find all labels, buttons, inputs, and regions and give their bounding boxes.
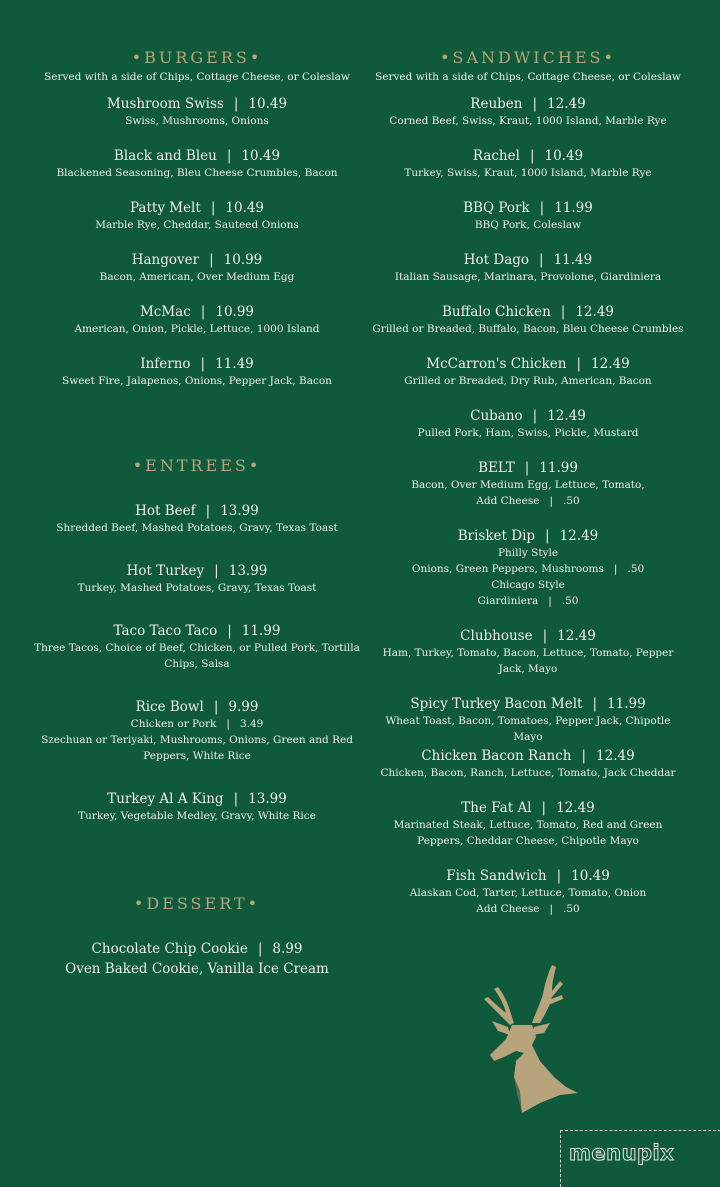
sandwich-item <box>368 407 688 441</box>
price-separator: | <box>257 941 263 957</box>
price-separator: | <box>227 623 232 639</box>
item-name: McMac <box>139 304 191 320</box>
style-label: Philly Style <box>497 547 559 559</box>
item-name: Taco Taco Taco <box>113 623 218 639</box>
item-description: Turkey, Swiss, Kraut, 1000 Island, Marble Rye <box>404 167 652 179</box>
style-label: Chicago Style <box>491 579 565 591</box>
item-description: Alaskan Cod, Tarter, Lettuce, Tomato, Onion <box>409 887 647 899</box>
item-description: Sweet Fire, Jalapenos, Onions, Pepper Jack, Bacon <box>62 375 332 387</box>
burgers-title: •BURGERS• <box>131 48 263 67</box>
item-name: Turkey Al A King <box>107 791 224 807</box>
price-separator: | <box>200 356 206 372</box>
item-description: Marble Rye, Cheddar, Sauteed Onions <box>95 219 299 231</box>
entree-item <box>30 622 364 672</box>
item-name: Mushroom Swiss <box>106 96 224 112</box>
item-description: Corned Beef, Swiss, Kraut, 1000 Island, Marble Rye <box>389 115 667 127</box>
item-description: BBQ Pork, Coleslaw <box>474 219 582 231</box>
price-separator: | <box>226 148 232 164</box>
item-price: 12.49 <box>559 528 599 544</box>
item-description: Three Tacos, Choice of Beef, Chicken, or Pulled Pork, Tortilla Chips, Salsa <box>34 642 360 670</box>
item-description: Italian Sausage, Marinara, Provolone, Giardiniera <box>394 271 662 283</box>
item-price: 13.99 <box>228 563 268 579</box>
item-name: Chocolate Chip Cookie <box>91 941 248 957</box>
item-description: Marinated Steak, Lettuce, Tomato, Red and Green Peppers, Cheddar Cheese, Chipotle Mayo <box>393 819 663 847</box>
sandwich-item <box>368 867 688 917</box>
item-name: Rice Bowl <box>135 699 204 715</box>
price-separator: | <box>613 563 618 575</box>
item-price: 11.99 <box>554 200 593 216</box>
item-price: 11.49 <box>553 252 593 268</box>
item-description: Grilled or Breaded, Buffalo, Bacon, Bleu Cheese Crumbles <box>372 323 684 335</box>
burger-item <box>30 147 364 181</box>
price-separator: | <box>532 96 538 112</box>
item-name: Cubano <box>470 408 523 424</box>
price-separator: | <box>233 791 239 807</box>
price-separator: | <box>200 304 206 320</box>
item-price: 11.99 <box>241 623 281 639</box>
price-separator: | <box>213 699 219 715</box>
dessert-title: •DESSERT• <box>133 894 261 913</box>
price-separator: | <box>576 356 582 372</box>
option-label: Chicken or Pork <box>130 718 217 730</box>
item-price: 12.49 <box>547 408 586 424</box>
item-price: 9.99 <box>228 699 259 715</box>
addon-label: Add Cheese <box>476 903 540 915</box>
item-price: 10.99 <box>223 252 263 268</box>
burger-item <box>30 355 364 389</box>
item-name: Patty Melt <box>129 200 201 216</box>
sandwich-item <box>368 303 688 337</box>
item-name: BBQ Pork <box>463 200 530 216</box>
item-description: Turkey, Vegetable Medley, Gravy, White Rice <box>78 810 316 822</box>
sandwiches-title: •SANDWICHES• <box>440 48 616 67</box>
item-price: 11.99 <box>539 460 578 476</box>
item-price: 12.49 <box>596 748 635 764</box>
item-name: Inferno <box>140 356 191 372</box>
item-description: Bacon, American, Over Medium Egg <box>99 271 295 283</box>
price-separator: | <box>542 628 548 644</box>
item-price: 11.49 <box>215 356 254 372</box>
burger-item <box>30 199 364 233</box>
item-name: Brisket Dip <box>457 528 536 544</box>
item-price: 12.49 <box>556 800 595 816</box>
entree-item <box>30 502 364 536</box>
style-description: Giardiniera <box>477 595 539 607</box>
item-price: 12.49 <box>591 356 630 372</box>
price-separator: | <box>209 252 214 268</box>
item-addon <box>368 901 688 917</box>
item-description: Swiss, Mushrooms, Onions <box>125 115 269 127</box>
item-price: 12.49 <box>547 96 586 112</box>
sandwich-item <box>368 799 688 849</box>
item-price: 10.49 <box>225 200 265 216</box>
price-separator: | <box>214 563 219 579</box>
price-separator: | <box>226 718 230 730</box>
style-option <box>368 561 688 577</box>
item-description: American, Onion, Pickle, Lettuce, 1000 Island <box>74 323 320 335</box>
entree-item <box>30 790 364 824</box>
item-price: 13.99 <box>220 503 259 519</box>
sandwich-item <box>368 627 688 677</box>
item-addon <box>368 493 688 509</box>
item-description: Blackened Seasoning, Bleu Cheese Crumbles, Bacon <box>56 167 338 179</box>
price-separator: | <box>539 252 544 268</box>
sandwich-item <box>368 527 688 609</box>
item-name: Hot Beef <box>135 503 196 519</box>
burger-item <box>30 303 364 337</box>
price-separator: | <box>560 304 566 320</box>
sandwich-item <box>368 355 688 389</box>
item-description: Bacon, Over Medium Egg, Lettuce, Tomato, <box>411 479 645 491</box>
item-price: 8.99 <box>272 941 303 957</box>
menupix-watermark <box>560 1130 720 1187</box>
item-price: 10.49 <box>248 96 288 112</box>
style-description: Onions, Green Peppers, Mushrooms <box>411 563 604 575</box>
entrees-title: •ENTREES• <box>132 456 262 475</box>
item-name: Reuben <box>470 96 523 112</box>
sandwich-item <box>368 459 688 509</box>
sandwich-item <box>368 747 688 781</box>
addon-price: .50 <box>563 495 580 507</box>
item-price: 10.49 <box>571 868 610 884</box>
addon-price: .50 <box>563 903 580 915</box>
price-separator: | <box>549 495 554 507</box>
price-separator: | <box>548 595 552 607</box>
item-name: Buffalo Chicken <box>442 304 551 320</box>
item-name: Rachel <box>472 148 520 164</box>
item-name: Hangover <box>131 252 200 268</box>
item-price: 12.49 <box>575 304 614 320</box>
item-name: The Fat Al <box>461 800 532 816</box>
option-price: 3.49 <box>239 718 264 730</box>
item-description: Wheat Toast, Bacon, Tomatoes, Pepper Jack, Chipotle Mayo <box>385 715 671 743</box>
item-price: 13.99 <box>248 791 287 807</box>
item-price: 12.49 <box>557 628 596 644</box>
burger-item <box>30 95 364 129</box>
addon-label: Add Cheese <box>476 495 540 507</box>
dessert-item <box>30 939 364 979</box>
watermark-text: menupix <box>569 1141 675 1165</box>
item-description: Ham, Turkey, Tomato, Bacon, Lettuce, Tomato, Pepper Jack, Mayo <box>382 647 674 675</box>
item-option <box>30 716 364 732</box>
entree-item <box>30 562 364 596</box>
item-name: BELT <box>478 460 515 476</box>
item-description: Grilled or Breaded, Dry Rub, American, Bacon <box>404 375 652 387</box>
item-price: 11.99 <box>607 696 646 712</box>
sandwiches-subtitle: Served with a side of Chips, Cottage Cheese, or Coleslaw <box>375 71 681 83</box>
item-name: Hot Dago <box>463 252 530 268</box>
item-description: Turkey, Mashed Potatoes, Gravy, Texas Toast <box>77 582 317 594</box>
price-separator: | <box>539 200 545 216</box>
item-price: 10.99 <box>215 304 255 320</box>
entree-item <box>30 698 364 764</box>
item-name: Black and Bleu <box>113 148 217 164</box>
item-name: Chicken Bacon Ranch <box>421 748 572 764</box>
price-separator: | <box>556 868 562 884</box>
item-description: Shredded Beef, Mashed Potatoes, Gravy, Texas Toast <box>56 522 338 534</box>
style-option <box>368 593 688 609</box>
stag-head-icon <box>470 965 590 1120</box>
price-separator: | <box>205 503 211 519</box>
item-description: Oven Baked Cookie, Vanilla Ice Cream <box>65 961 329 977</box>
item-price: 10.49 <box>241 148 281 164</box>
item-description: Szechuan or Teriyaki, Mushrooms, Onions, Green and Red Peppers, White Rice <box>41 734 353 762</box>
sandwich-item <box>368 95 688 129</box>
price-separator: | <box>592 696 598 712</box>
price-separator: | <box>524 460 530 476</box>
burger-item <box>30 251 364 285</box>
item-name: McCarron's Chicken <box>426 356 567 372</box>
price-separator: | <box>541 800 547 816</box>
sandwich-item <box>368 251 688 285</box>
sandwich-item <box>368 199 688 233</box>
style-price: .50 <box>561 595 579 607</box>
price-separator: | <box>545 528 550 544</box>
style-price: .50 <box>627 563 645 575</box>
price-separator: | <box>529 148 535 164</box>
item-name: Hot Turkey <box>126 563 205 579</box>
item-name: Clubhouse <box>460 628 533 644</box>
item-price: 10.49 <box>544 148 584 164</box>
price-separator: | <box>532 408 538 424</box>
price-separator: | <box>233 96 239 112</box>
item-name: Spicy Turkey Bacon Melt <box>410 696 583 712</box>
sandwich-item <box>368 147 688 181</box>
price-separator: | <box>210 200 216 216</box>
item-name: Fish Sandwich <box>446 868 547 884</box>
item-description: Chicken, Bacon, Ranch, Lettuce, Tomato, Jack Cheddar <box>380 767 676 779</box>
burgers-subtitle: Served with a side of Chips, Cottage Cheese, or Coleslaw <box>44 71 350 83</box>
sandwich-item <box>368 695 688 745</box>
price-separator: | <box>549 903 554 915</box>
price-separator: | <box>581 748 587 764</box>
item-description: Pulled Pork, Ham, Swiss, Pickle, Mustard <box>417 427 639 439</box>
